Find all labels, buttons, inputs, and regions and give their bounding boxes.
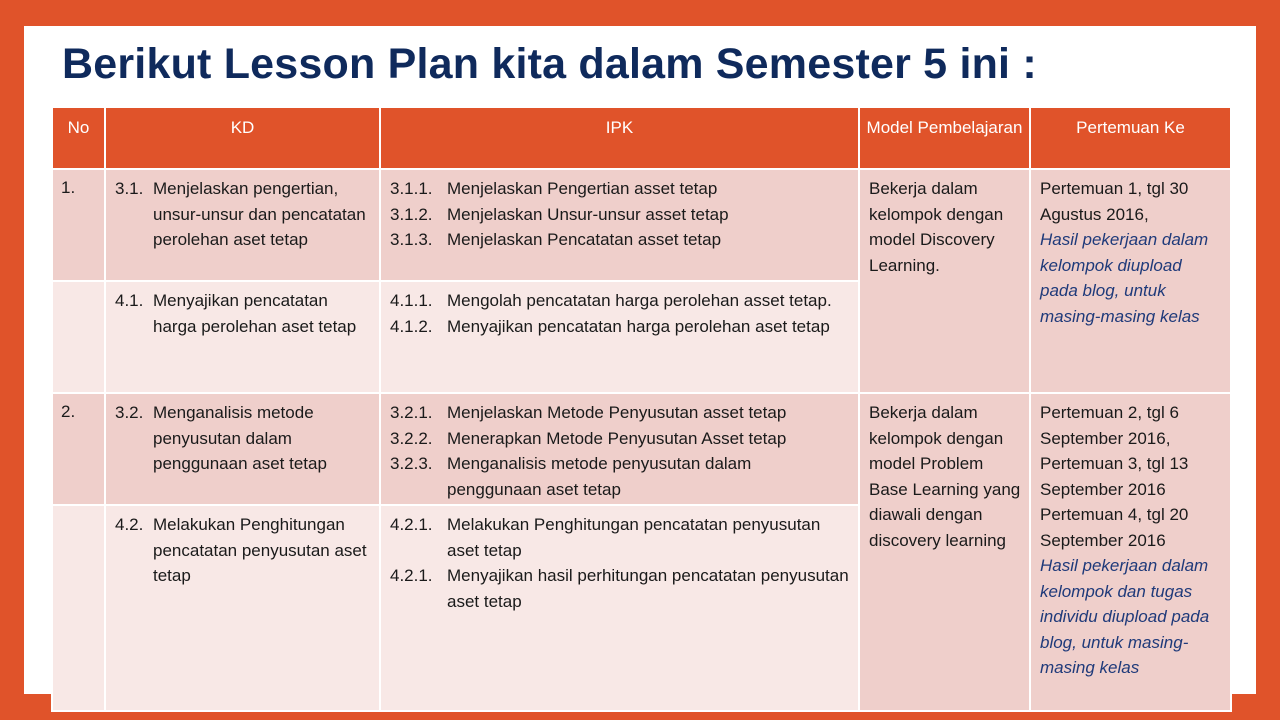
ipk-number: 3.2.3. xyxy=(390,454,433,473)
ipk-text: Melakukan Penghitungan pencatatan penyusutan aset tetap xyxy=(447,515,821,560)
header-pertemuan: Pertemuan Ke xyxy=(1030,107,1231,169)
ipk-text: Menjelaskan Metode Penyusutan asset tetap xyxy=(447,403,787,422)
row-number-empty xyxy=(52,281,105,393)
header-model: Model Pembelajaran xyxy=(859,107,1030,169)
ipk-number: 3.2.1. xyxy=(390,403,433,422)
kd-text: Menjelaskan pengertian, unsur-unsur dan pencatatan perolehan aset tetap xyxy=(153,179,366,249)
ipk-text: Menyajikan pencatatan harga perolehan aset tetap xyxy=(447,316,830,336)
kd-cell xyxy=(105,281,380,393)
ipk-number: 4.1.2. xyxy=(390,316,433,336)
header-no: No xyxy=(52,107,105,169)
header-ipk: IPK xyxy=(380,107,859,169)
ipk-cell xyxy=(380,281,859,393)
ipk-cell xyxy=(380,505,859,711)
pertemuan-line: Pertemuan 1, tgl 30 Agustus 2016, xyxy=(1040,179,1189,224)
kd-text: Menganalisis metode penyusutan dalam penggunaan aset tetap xyxy=(153,403,327,473)
ipk-text: Menerapkan Metode Penyusutan Asset tetap xyxy=(447,428,787,448)
row-number-empty xyxy=(52,505,105,711)
ipk-number: 3.2.2. xyxy=(390,428,433,448)
ipk-number: 3.1.1. xyxy=(390,179,433,198)
ipk-number: 4.2.1. xyxy=(390,515,433,534)
lesson-plan-table xyxy=(51,106,1232,712)
ipk-cell xyxy=(380,169,859,281)
pertemuan-line: Pertemuan 2, tgl 6 September 2016, xyxy=(1040,403,1179,448)
model-cell: Bekerja dalam kelompok dengan model Discovery Learning. xyxy=(859,169,1030,393)
pertemuan-line: Pertemuan 4, tgl 20 September 2016 xyxy=(1040,505,1189,550)
page-title: Berikut Lesson Plan kita dalam Semester 5 ini : xyxy=(62,40,1037,88)
kd-number: 3.2. xyxy=(115,403,144,422)
ipk-text: Menjelaskan Pencatatan asset tetap xyxy=(447,230,722,249)
kd-number: 4.1. xyxy=(115,291,144,310)
ipk-number: 4.1.1. xyxy=(390,291,433,310)
table-header-row xyxy=(52,107,1231,169)
pertemuan-note: Hasil pekerjaan dalam kelompok diupload pada blog, untuk masing-masing kelas xyxy=(1040,230,1209,326)
table-row xyxy=(52,169,1231,281)
pertemuan-cell xyxy=(1030,169,1231,393)
row-number: 2. xyxy=(52,393,105,505)
ipk-text: Menganalisis metode penyusutan dalam penggunaan aset tetap xyxy=(447,454,752,499)
ipk-number: 3.1.3. xyxy=(390,230,433,249)
ipk-text: Menyajikan hasil perhitungan pencatatan penyusutan aset tetap xyxy=(447,566,849,611)
kd-text: Menyajikan pencatatan harga perolehan aset tetap xyxy=(153,291,357,336)
pertemuan-cell xyxy=(1030,393,1231,711)
kd-cell xyxy=(105,393,380,505)
kd-cell xyxy=(105,505,380,711)
header-kd: KD xyxy=(105,107,380,169)
model-cell: Bekerja dalam kelompok dengan model Problem Base Learning yang diawali dengan discovery learning xyxy=(859,393,1030,711)
ipk-text: Menjelaskan Pengertian asset tetap xyxy=(447,179,718,198)
kd-number: 4.2. xyxy=(115,515,144,534)
kd-text: Melakukan Penghitungan pencatatan penyusutan aset tetap xyxy=(153,515,367,585)
row-number: 1. xyxy=(52,169,105,281)
ipk-text: Menjelaskan Unsur-unsur asset tetap xyxy=(447,204,729,224)
kd-number: 3.1. xyxy=(115,179,144,198)
ipk-number: 4.2.1. xyxy=(390,566,433,585)
ipk-number: 3.1.2. xyxy=(390,204,433,224)
ipk-cell xyxy=(380,393,859,505)
ipk-text: Mengolah pencatatan harga perolehan asset tetap. xyxy=(447,291,832,310)
table-row xyxy=(52,393,1231,505)
kd-cell xyxy=(105,169,380,281)
pertemuan-note: Hasil pekerjaan dalam kelompok dan tugas individu diupload pada blog, untuk masing-masing kelas xyxy=(1040,556,1210,677)
pertemuan-line: Pertemuan 3, tgl 13 September 2016 xyxy=(1040,454,1189,499)
